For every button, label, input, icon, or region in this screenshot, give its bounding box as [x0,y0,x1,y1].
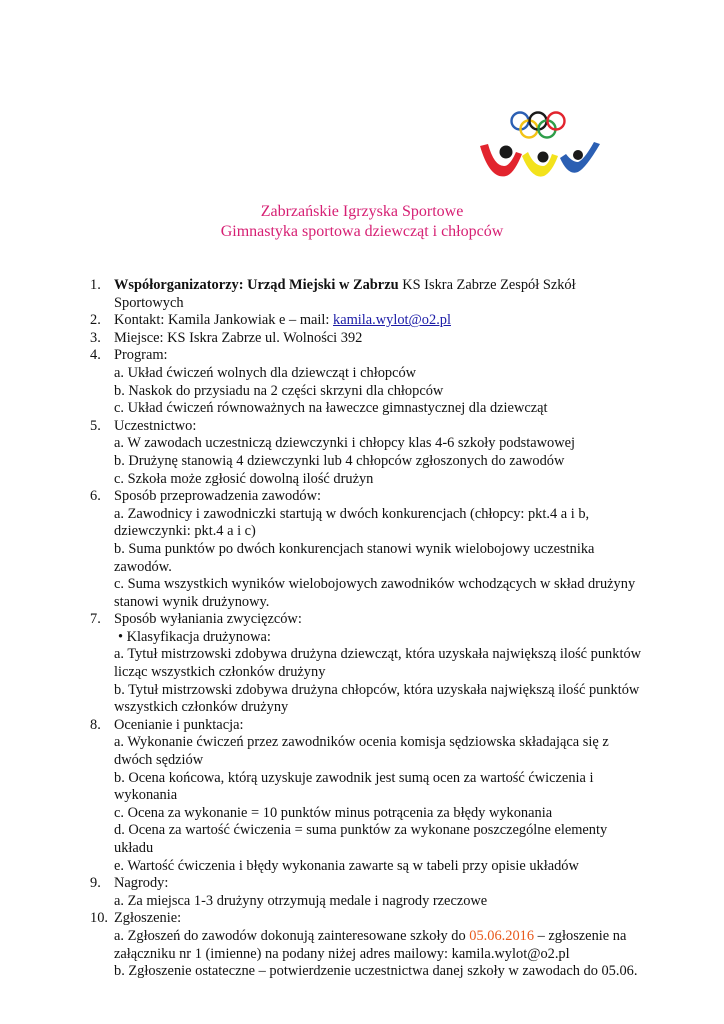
program-c: c. Układ ćwiczeń równoważnych na ławeczce gimnastycznej dla dziewcząt [114,400,548,417]
procedure-b-line1: b. Suma punktów po dwóch konkurencjach stanowi wynik wielobojowy uczestnika [114,540,595,557]
registration-deadline-date: 05.06.2016 [469,927,535,944]
scoring-d-line1: d. Ocena za wartość ćwiczenia = suma punktów za wykonane poszczególne elementy [114,822,608,839]
item-number: 1. [90,277,101,293]
list-item-7 [90,611,660,717]
item-number: 7. [90,611,101,628]
participation-a: a. W zawodach uczestniczą dziewczynki i chłopcy klas 4-6 szkoły podstawowej [114,435,576,452]
title-line-2: Gimnastyka sportowa dziewcząt i chłopców [220,223,504,240]
winners-b-line2: wszystkich członków drużyny [114,699,289,716]
winners-heading: Sposób wyłaniania zwycięzców: [114,611,302,628]
scoring-heading: Ocenianie i punktacja: [114,716,244,733]
scoring-c: c. Ocena za wykonanie = 10 punktów minus potrącenia za błędy wykonania [114,804,553,821]
item-number: 2. [90,312,101,329]
scoring-d-line2: układu [114,840,154,856]
item-number: 5. [90,417,101,434]
item-number: 8. [90,716,101,733]
procedure-a-line1: a. Zawodnicy i zawodniczki startują w dwóch konkurencjach (chłopcy: pkt.4 a i b, [114,505,590,522]
procedure-b-line2: zawodów. [114,558,172,575]
scoring-b-line2: wykonania [114,787,178,804]
procedure-c-line1: c. Suma wszystkich wyników wielobojowych zawodników wchodzących w skład drużyny [114,576,636,593]
scoring-a-line2: dwóch sędziów [114,752,204,769]
co-organizers-text-cont: Sportowych [114,294,184,311]
email-link[interactable]: kamila.wylot@o2.pl [333,312,451,329]
title-line-1: Zabrzańskie Igrzyska Sportowe [260,203,464,220]
registration-a-post: – zgłoszenie na [534,927,627,944]
list-item-5 [90,418,660,488]
registration-a-pre: a. Zgłoszeń do zawodów dokonują zainteresowane szkoły do [114,927,470,944]
scoring-b-line1: b. Ocena końcowa, którą uzyskuje zawodnik jest sumą ocen za wartość ćwiczenia i [114,769,594,786]
prizes-a: a. Za miejsca 1-3 drużyny otrzymują medale i nagrody rzeczowe [114,892,488,909]
procedure-heading: Sposób przeprowadzenia zawodów: [114,488,321,505]
list-item-1 [90,277,660,312]
team-classification-bullet: • Klasyfikacja drużynowa: [118,628,271,645]
registration-a-line2: załączniku nr 1 (imienne) na podany niżej adres mailowy: kamila.wylot@o2.pl [114,945,570,962]
scoring-a-line1: a. Wykonanie ćwiczeń przez zawodników ocenia komisja sędziowska składająca się z [114,734,609,751]
title-block [0,202,724,242]
prizes-heading: Nagrody: [114,875,169,892]
item-number: 3. [90,329,101,346]
procedure-c-line2: stanowi wynik drużynowy. [114,593,270,610]
participation-b: b. Drużynę stanowią 4 dziewczynki lub 4 chłopców zgłoszonych do zawodów [114,452,565,469]
list-item-10 [90,910,660,980]
item-number: 9. [90,875,101,892]
winners-a-line2: licząc wszystkich członków drużyny [114,664,326,681]
list-item-4 [90,347,660,417]
document-body [90,277,660,981]
participation-c: c. Szkoła może zgłosić dowolną ilość drużyn [114,470,374,487]
scoring-e: e. Wartość ćwiczenia i błędy wykonania zawarte są w tabeli przy opisie układów [114,857,579,874]
winners-a-line1: a. Tytuł mistrzowski zdobywa drużyna dziewcząt, która uzyskała największą ilość punktów [114,646,642,663]
olympic-logo [476,100,606,185]
blue-figure-icon [560,142,600,173]
program-a: a. Układ ćwiczeń wolnych dla dziewcząt i chłopców [114,364,417,381]
participation-heading: Uczestnictwo: [114,417,197,434]
co-organizers-label: Współorganizatorzy: Urząd Miejski w Zabrzu [114,277,399,293]
registration-heading: Zgłoszenie: [114,910,182,927]
program-b: b. Naskok do przysiadu na 2 części skrzyni dla chłopców [114,382,444,399]
location-text: Miejsce: KS Iskra Zabrze ul. Wolności 392 [114,329,363,346]
registration-b: b. Zgłoszenie ostateczne – potwierdzenie uczestnictwa danej szkoły w zawodach do 05.06. [114,963,638,980]
item-number: 10. [90,910,108,927]
item-number: 6. [90,488,101,505]
list-item-2 [90,312,660,330]
winners-b-line1: b. Tytuł mistrzowski zdobywa drużyna chłopców, która uzyskała największą ilość punktów [114,681,640,698]
list-item-9 [90,875,660,910]
procedure-a-line2: dziewczynki: pkt.4 a i c) [114,523,256,540]
item-number: 4. [90,347,101,364]
red-figure-icon [480,144,522,176]
list-item-8 [90,717,660,875]
list-item-3 [90,330,660,348]
list-item-6 [90,488,660,611]
program-heading: Program: [114,347,168,364]
yellow-figure-icon [522,152,558,177]
co-organizers-text: KS Iskra Zabrze Zespół Szkół [398,277,576,293]
contact-text: Kontakt: Kamila Jankowiak e – mail: [114,312,334,329]
